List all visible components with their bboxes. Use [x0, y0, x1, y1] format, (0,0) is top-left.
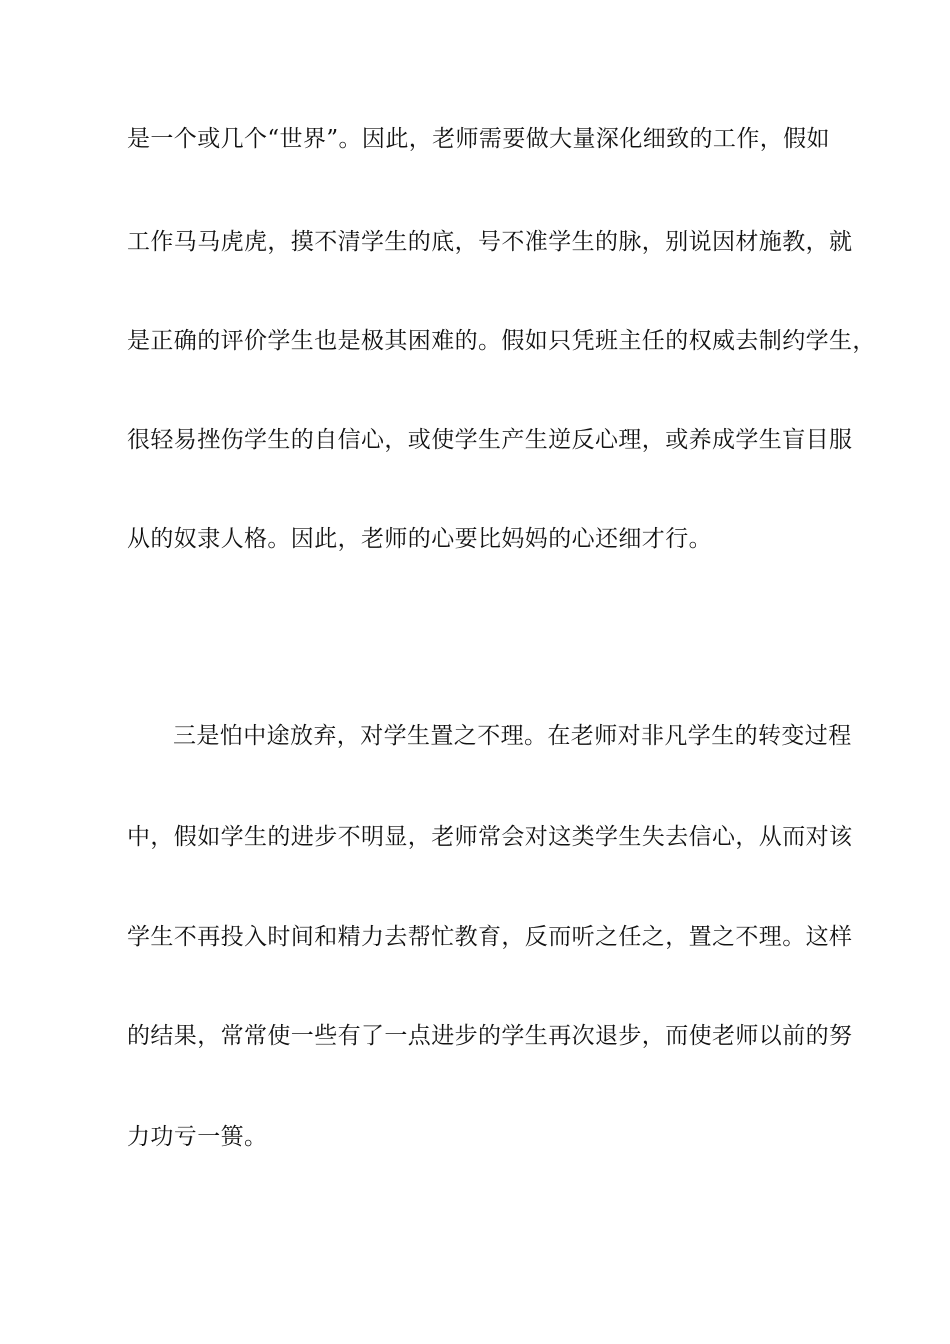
paragraph-1-line-3: 是正确的评价学生也是极其困难的。假如只凭班主任的权威去制约学生，: [127, 328, 876, 354]
paragraph-1-line-2: 工作马马虎虎，摸不清学生的底，号不准学生的脉，别说因材施教，就: [127, 229, 853, 255]
paragraph-2-line-2: 中，假如学生的进步不明显，老师常会对这类学生失去信心，从而对该: [127, 824, 853, 850]
paragraph-1-line-4: 很轻易挫伤学生的自信心，或使学生产生逆反心理，或养成学生盲目服: [127, 427, 853, 453]
paragraph-2-line-4: 的结果，常常使一些有了一点进步的学生再次退步，而使老师以前的努: [127, 1023, 853, 1049]
paragraph-2-line-3: 学生不再投入时间和精力去帮忙教育，反而听之任之，置之不理。这样: [127, 924, 853, 950]
paragraph-1-line-5: 从的奴隶人格。因此，老师的心要比妈妈的心还细才行。: [127, 526, 712, 552]
paragraph-2-line-5: 力功亏一篑。: [127, 1124, 268, 1150]
paragraph-1-line-1: 是一个或几个“世界”。因此，老师需要做大量深化细致的工作，假如: [127, 126, 830, 152]
paragraph-2-line-1: 三是怕中途放弃，对学生置之不理。在老师对非凡学生的转变过程: [173, 723, 852, 749]
